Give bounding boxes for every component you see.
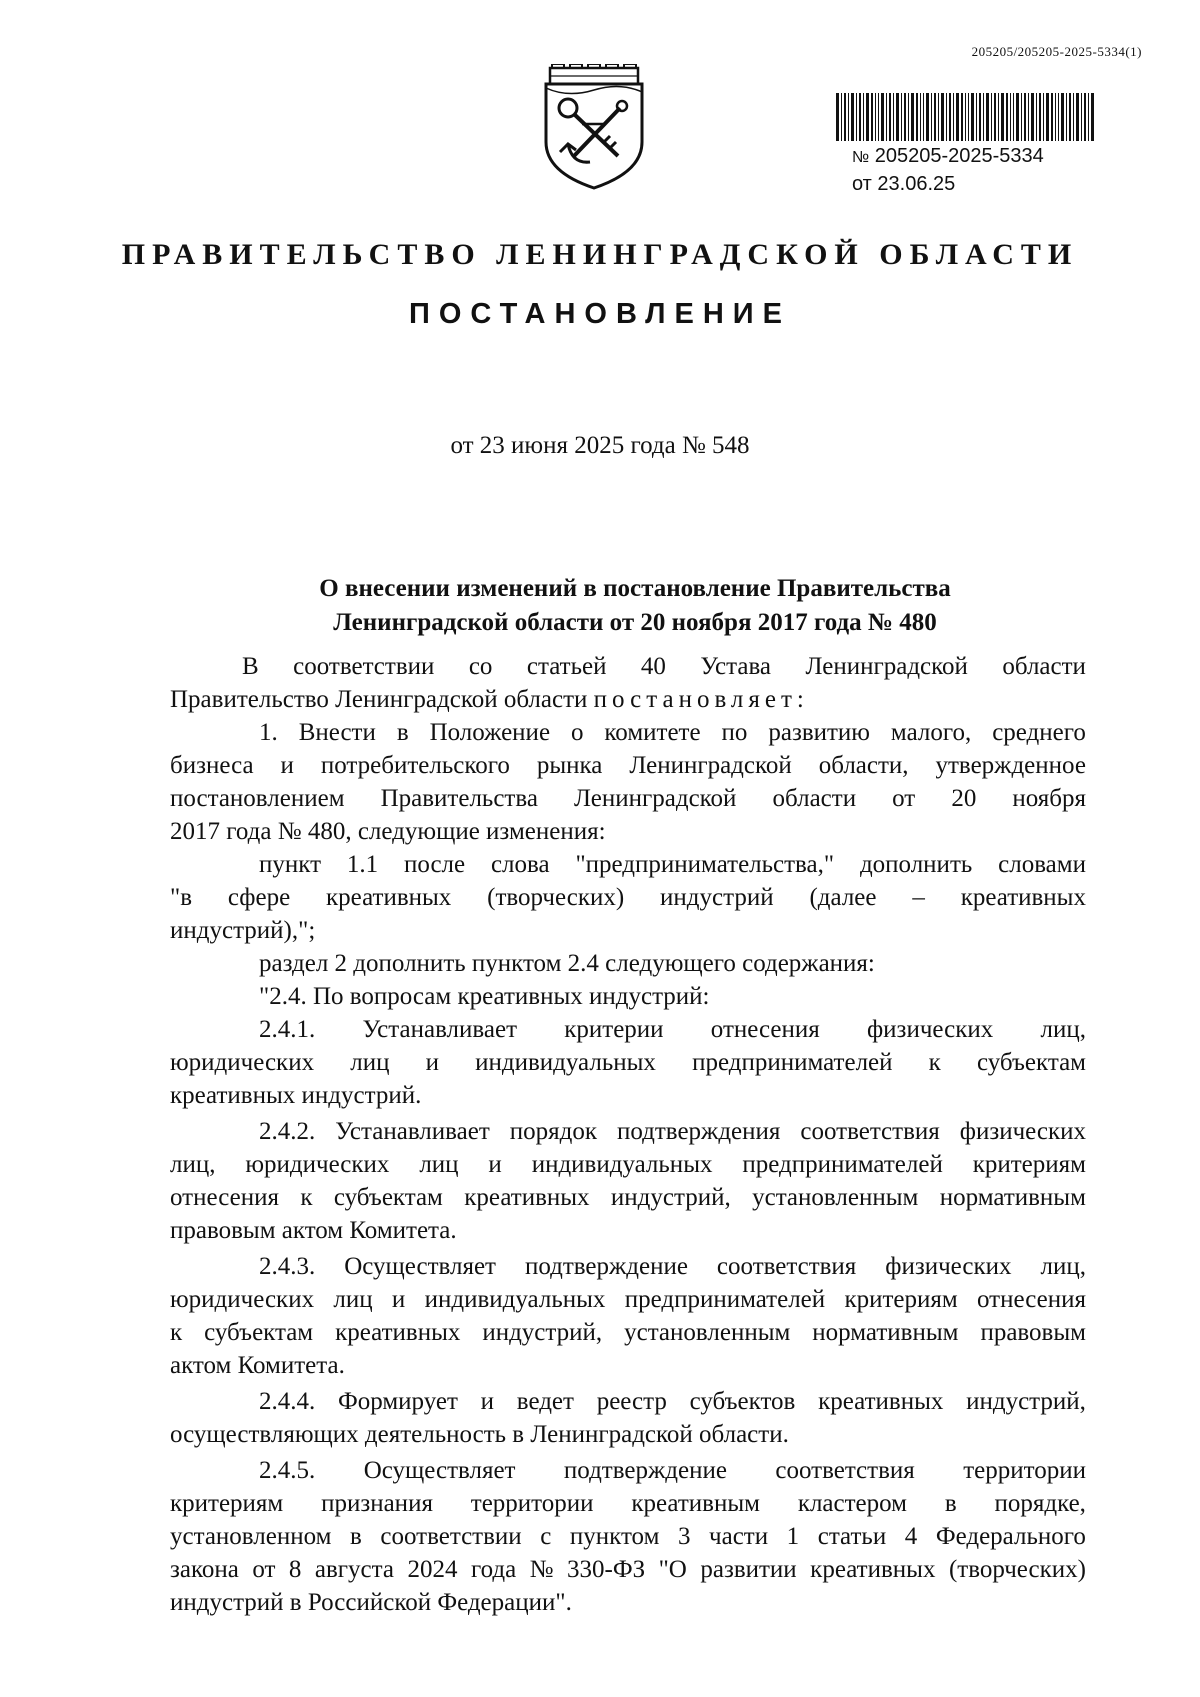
- paragraph-1-line-1: [259, 716, 1086, 749]
- word: статьей: [526, 653, 607, 680]
- paragraph-2-4-3-line-2: [170, 1283, 1086, 1316]
- word: закона: [170, 1556, 239, 1583]
- word: (творческих): [948, 1556, 1086, 1583]
- paragraph-2-4-1-line-2: [170, 1046, 1086, 1079]
- word: подтверждение: [524, 1253, 688, 1280]
- coat-of-arms-emblem: [538, 64, 650, 192]
- word: от: [252, 1556, 276, 1583]
- registration-block: [852, 143, 1044, 197]
- paragraph-1-line-4: 2017 года № 480, следующие изменения:: [170, 818, 606, 845]
- paragraph-2-4-2-line-1: [259, 1115, 1086, 1148]
- word: августа: [314, 1556, 394, 1583]
- paragraph-2-4-1-line-3: креативных индустрий.: [170, 1082, 422, 1109]
- word: индустрий,: [610, 1184, 731, 1211]
- word: 2.4.2.: [259, 1118, 316, 1145]
- word: 8: [288, 1556, 302, 1583]
- paragraph-2-4-2-line-4: правовым актом Комитета.: [170, 1217, 457, 1244]
- word: креативных: [464, 1184, 590, 1211]
- paragraph-2-4-2-line-3: [170, 1181, 1086, 1214]
- word: соответствия: [775, 1457, 915, 1484]
- word: установленном: [170, 1523, 332, 1550]
- word: слова: [490, 851, 550, 878]
- word: территории: [470, 1490, 594, 1517]
- word: порядке,: [994, 1490, 1086, 1517]
- issuing-authority: ПРАВИТЕЛЬСТВО ЛЕНИНГРАДСКОЙ ОБЛАСТИ: [121, 238, 1079, 271]
- word: юридических: [170, 1286, 315, 1313]
- word: после: [403, 851, 466, 878]
- word: предпринимателей: [624, 1286, 826, 1313]
- paragraph-2-4-5-line-3: [170, 1520, 1086, 1553]
- word: индустрий,: [966, 1388, 1086, 1415]
- word: словами: [998, 851, 1086, 878]
- word: Устава: [700, 653, 772, 680]
- word: подтверждение: [563, 1457, 727, 1484]
- paragraph-2-4-5-line-2: [170, 1487, 1086, 1520]
- word: в: [350, 1523, 362, 1550]
- word: утвержденное: [935, 752, 1086, 779]
- word: нормативным: [812, 1319, 959, 1346]
- word: креативных: [326, 884, 452, 911]
- word: с: [540, 1523, 552, 1550]
- word: подтверждения: [616, 1118, 781, 1145]
- word: креативных: [335, 1319, 461, 1346]
- word: Ленинградской: [573, 785, 737, 812]
- word: 2.4.1.: [259, 1016, 316, 1043]
- paragraph-2-4-4-line-1: [259, 1385, 1086, 1418]
- preamble-subject: Правительство Ленинградской области: [170, 686, 588, 713]
- word: и: [391, 1286, 406, 1313]
- paragraph-amendment-2: раздел 2 дополнить пунктом 2.4 следующего содержания:: [259, 950, 875, 977]
- word: субъектам: [333, 1184, 443, 1211]
- word: 2.4.5.: [259, 1457, 316, 1484]
- word: соответствия: [800, 1118, 940, 1145]
- word: в: [944, 1490, 957, 1517]
- word: установленным: [752, 1184, 919, 1211]
- word: комитете: [604, 719, 701, 746]
- paragraph-2-4-1-line-1: [259, 1013, 1086, 1046]
- word: области: [772, 785, 857, 812]
- word: к: [170, 1319, 183, 1346]
- word: лиц: [419, 1151, 459, 1178]
- word: к: [928, 1049, 941, 1076]
- word: о: [570, 719, 584, 746]
- word: критериям: [844, 1286, 958, 1313]
- word: порядок: [509, 1118, 597, 1145]
- document-body: [170, 650, 1086, 1619]
- word: Устанавливает: [335, 1118, 490, 1145]
- word: и: [425, 1049, 439, 1076]
- paragraph-preamble-line-2: [170, 683, 1086, 716]
- word: Внести: [298, 719, 376, 746]
- registration-date: [852, 171, 1044, 197]
- word: установленным: [624, 1319, 791, 1346]
- paragraph-amendment-1-line-1: [259, 848, 1086, 881]
- paragraph-2-4-3-line-4: актом Комитета.: [170, 1352, 345, 1379]
- word: лиц: [333, 1286, 373, 1313]
- word: части: [709, 1523, 769, 1550]
- word: 2.4.4.: [259, 1388, 316, 1415]
- word: малого,: [890, 719, 972, 746]
- word: лиц,: [1040, 1016, 1086, 1043]
- document-type: ПОСТАНОВЛЕНИЕ: [409, 298, 791, 330]
- word: года: [470, 1556, 517, 1583]
- registration-date-value: 23.06.25: [877, 173, 956, 195]
- word: от: [892, 785, 916, 812]
- word: к: [300, 1184, 313, 1211]
- word: "предпринимательства,": [575, 851, 835, 878]
- document-date-number: от 23 июня 2025 года № 548: [450, 432, 750, 459]
- word: в: [396, 719, 409, 746]
- word: Положение: [429, 719, 551, 746]
- paragraph-2-4-4-line-2: осуществляющих деятельность в Ленинградской области.: [170, 1421, 789, 1448]
- word: Осуществляет: [363, 1457, 516, 1484]
- word: "в: [170, 884, 193, 911]
- word: (творческих): [487, 884, 625, 911]
- word: физических: [959, 1118, 1086, 1145]
- word: 20: [951, 785, 977, 812]
- word: 1.: [259, 719, 278, 746]
- word: сфере: [227, 884, 291, 911]
- word: креативным: [631, 1490, 760, 1517]
- word: отнесения: [977, 1286, 1086, 1313]
- word: №: [529, 1556, 554, 1583]
- word: Правительства: [380, 785, 538, 812]
- word: отнесения: [170, 1184, 279, 1211]
- word: постановлением: [170, 785, 345, 812]
- word: индивидуальных: [424, 1286, 606, 1313]
- word: ведет: [516, 1388, 574, 1415]
- word: предпринимателей: [742, 1151, 943, 1178]
- paragraph-amendment-1-line-3: индустрий),";: [170, 917, 316, 944]
- word: признания: [321, 1490, 433, 1517]
- word: со: [468, 653, 493, 680]
- title-line-1: О внесении изменений в постановление Правительства: [319, 575, 951, 602]
- word: Формирует: [337, 1388, 458, 1415]
- paragraph-1-line-2: [170, 749, 1086, 782]
- word: среднего: [992, 719, 1086, 746]
- paragraph-2-4-heading: "2.4. По вопросам креативных индустрий:: [259, 983, 710, 1010]
- word: (далее: [809, 884, 877, 911]
- word: пункт: [259, 851, 321, 878]
- word: критериям: [170, 1490, 284, 1517]
- word: индивидуальных: [531, 1151, 713, 1178]
- number-sign: №: [852, 149, 870, 166]
- word: ноября: [1012, 785, 1086, 812]
- word: территории: [963, 1457, 1086, 1484]
- word: "О: [658, 1556, 687, 1583]
- word: и: [480, 1388, 495, 1415]
- paragraph-2-4-5-line-5: индустрий в Российской Федерации".: [170, 1589, 572, 1616]
- word: лиц,: [1040, 1253, 1086, 1280]
- word: креативных: [818, 1388, 944, 1415]
- word: –: [912, 884, 925, 911]
- word: лиц,: [170, 1151, 216, 1178]
- word: развитии: [700, 1556, 797, 1583]
- word: 4: [904, 1523, 918, 1550]
- word: по: [721, 719, 748, 746]
- word: креативных: [960, 884, 1086, 911]
- word: соответствии: [293, 653, 435, 680]
- document-title: [170, 572, 1100, 640]
- word: и: [280, 752, 294, 779]
- word: юридических: [245, 1151, 390, 1178]
- paragraph-2-4-3-line-3: [170, 1316, 1086, 1349]
- paragraph-2-4-2-line-2: [170, 1148, 1086, 1181]
- title-line-2: Ленинградской области от 20 ноября 2017 года № 480: [333, 609, 937, 636]
- word: Осуществляет: [344, 1253, 496, 1280]
- paragraph-preamble-line-1: [242, 650, 1086, 683]
- word: Ленинградской: [805, 653, 968, 680]
- word: бизнеса: [170, 752, 254, 779]
- preamble-verb: постановляет:: [593, 686, 809, 713]
- word: нормативным: [939, 1184, 1086, 1211]
- word: физических: [866, 1016, 994, 1043]
- word: 2024: [407, 1556, 458, 1583]
- word: и: [488, 1151, 502, 1178]
- registration-number: [852, 143, 1044, 171]
- word: креативных: [810, 1556, 936, 1583]
- word: правовым: [980, 1319, 1086, 1346]
- word: субъектам: [976, 1049, 1086, 1076]
- word: дополнить: [859, 851, 973, 878]
- word: соответствия: [716, 1253, 857, 1280]
- word: 330-ФЗ: [567, 1556, 646, 1583]
- word: индустрий,: [482, 1319, 603, 1346]
- word: кластером: [797, 1490, 907, 1517]
- word: Федерального: [935, 1523, 1086, 1550]
- paragraph-2-4-5-line-1: [259, 1454, 1086, 1487]
- word: 40: [640, 653, 666, 680]
- word: пунктом: [569, 1523, 660, 1550]
- word: отнесения: [710, 1016, 820, 1043]
- registration-date-label: от: [852, 173, 872, 195]
- word: лиц: [350, 1049, 390, 1076]
- word: области: [1002, 653, 1086, 680]
- word: потребительского: [320, 752, 510, 779]
- word: 3: [677, 1523, 691, 1550]
- word: физических: [885, 1253, 1012, 1280]
- paragraph-2-4-3-line-1: [259, 1250, 1086, 1283]
- word: соответствии: [380, 1523, 522, 1550]
- word: Ленинградской: [629, 752, 792, 779]
- word: В: [242, 653, 259, 680]
- barcode: [836, 93, 1094, 141]
- word: реестр: [596, 1388, 667, 1415]
- word: критериям: [972, 1151, 1086, 1178]
- document-id: 205205/205205-2025-5334(1): [971, 44, 1142, 59]
- word: субъектам: [204, 1319, 314, 1346]
- word: индивидуальных: [475, 1049, 656, 1076]
- word: 1.1: [346, 851, 379, 878]
- word: развитию: [768, 719, 870, 746]
- word: критерии: [564, 1016, 664, 1043]
- word: статьи: [817, 1523, 887, 1550]
- registration-number-value: 205205-2025-5334: [874, 145, 1044, 167]
- paragraph-amendment-1-line-2: [170, 881, 1086, 914]
- word: субъектов: [689, 1388, 796, 1415]
- word: индустрий: [660, 884, 774, 911]
- word: предпринимателей: [692, 1049, 893, 1076]
- word: юридических: [170, 1049, 315, 1076]
- word: Устанавливает: [362, 1016, 518, 1043]
- word: 1: [786, 1523, 800, 1550]
- word: 2.4.3.: [259, 1253, 316, 1280]
- word: области,: [818, 752, 909, 779]
- paragraph-2-4-5-line-4: [170, 1553, 1086, 1586]
- word: рынка: [536, 752, 603, 779]
- paragraph-1-line-3: [170, 782, 1086, 815]
